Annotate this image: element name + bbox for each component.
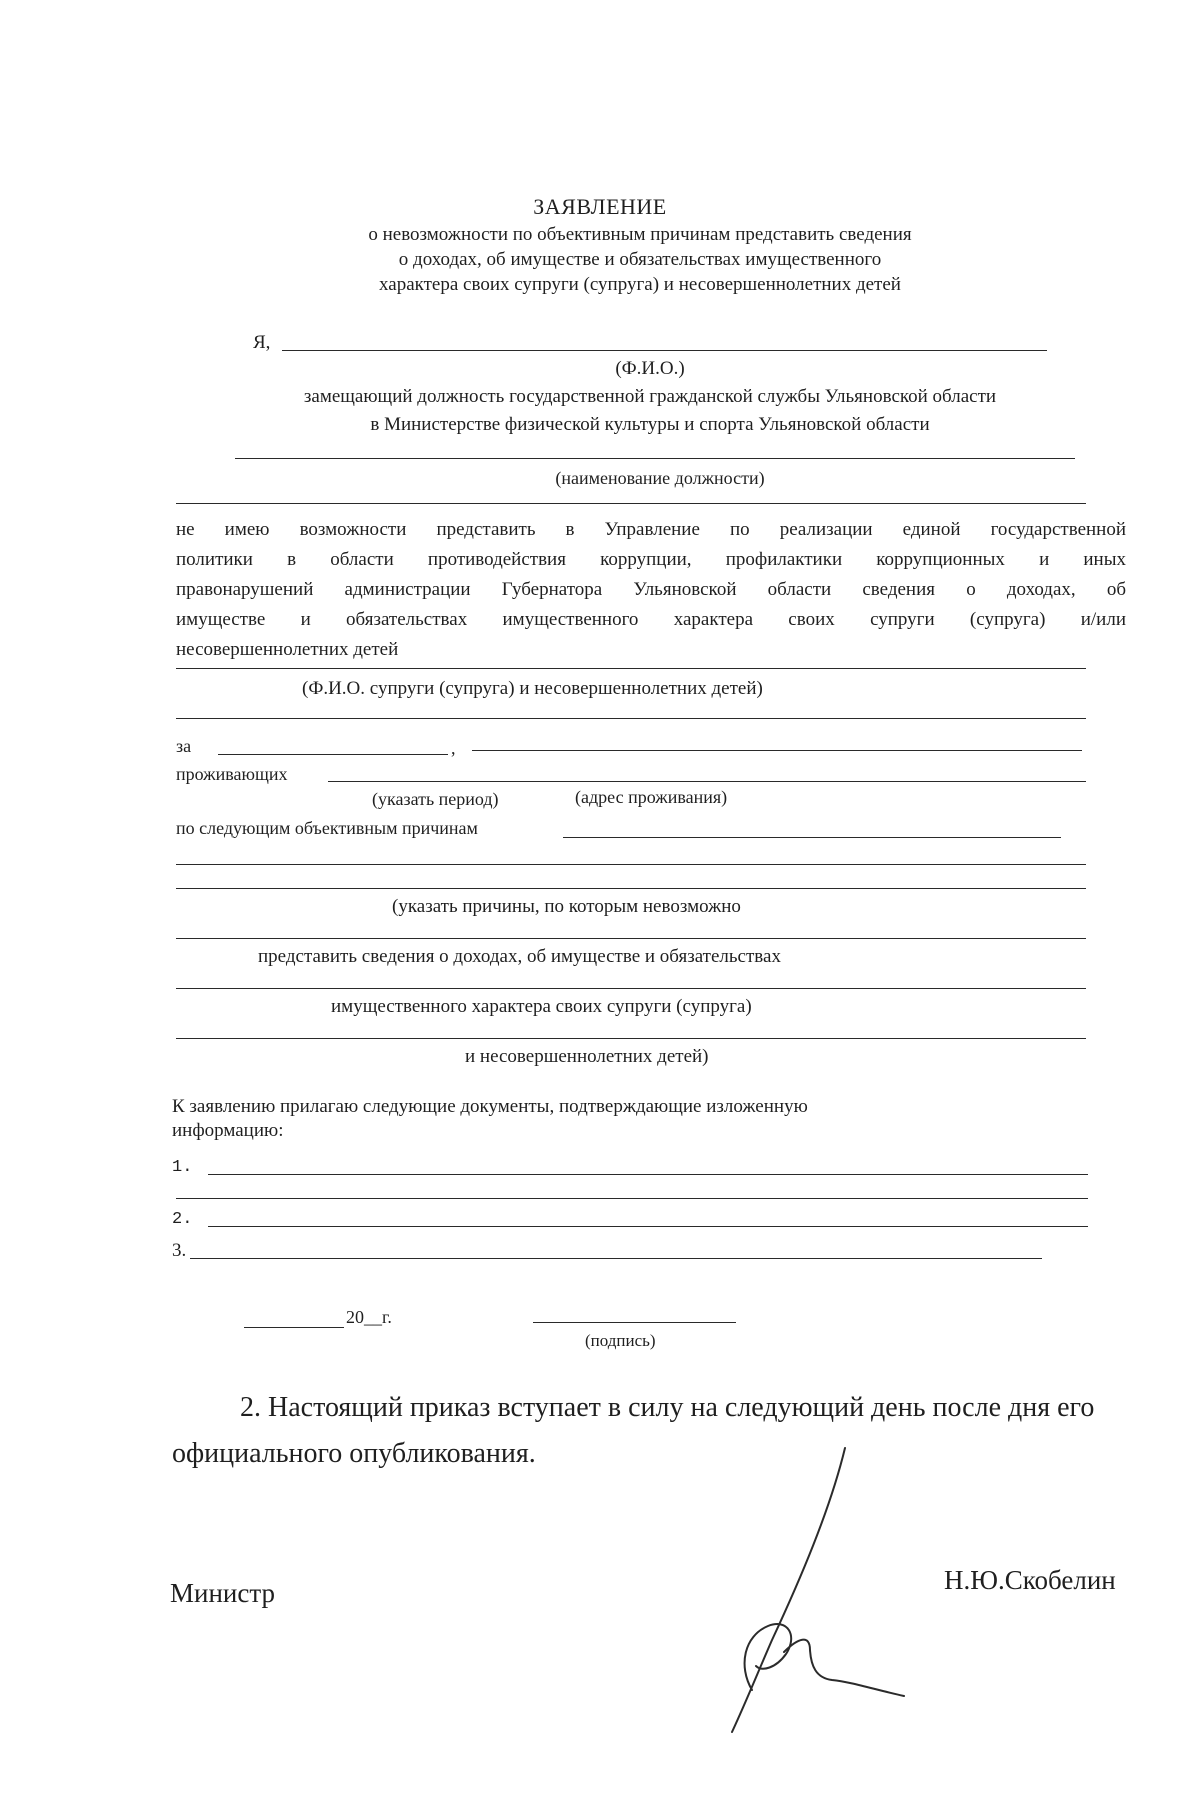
spouse-input-line[interactable] [176, 668, 1086, 669]
body-line-3: правонарушений администрации Губернатора Ульяновской области сведения о доходах, об [176, 579, 1126, 600]
body-line-5: несовершеннолетних детей [176, 639, 399, 660]
position-line-2: в Министерстве физической культуры и спорта Ульяновской области [370, 414, 930, 435]
attach-input-1b[interactable] [176, 1198, 1088, 1199]
statement-body [176, 515, 1126, 665]
date-text: 20__г. [346, 1307, 392, 1327]
signer-name: Н.Ю.Скобелин [944, 1565, 1116, 1595]
order-clause [172, 1385, 1132, 1477]
signature-line[interactable] [533, 1322, 736, 1323]
position-input-line[interactable] [235, 458, 1075, 459]
i-label: Я, [253, 332, 271, 353]
attach-input-2[interactable] [208, 1226, 1088, 1227]
fio-caption: (Ф.И.О.) [615, 358, 685, 379]
position-extra-line[interactable] [176, 503, 1086, 504]
subtitle-line-1: о невозможности по объективным причинам представить сведения [368, 224, 912, 245]
reasons-caption-2: представить сведения о доходах, об имуществе и обязательствах [258, 946, 781, 967]
attach-number-2: 2. [172, 1210, 193, 1229]
reasons-line-5[interactable] [176, 988, 1086, 989]
period-caption: (указать период) [372, 789, 499, 809]
attach-line-2: информацию: [172, 1119, 284, 1141]
reasons-caption-3: имущественного характера своих супруги (супруга) [331, 996, 752, 1017]
signature-caption: (подпись) [585, 1331, 656, 1350]
body-line-1: не имею возможности представить в Управление по реализации единой государственной [176, 519, 1126, 540]
address-input-line[interactable] [472, 750, 1082, 751]
order-clause-line-2: официального опубликования. [172, 1438, 536, 1469]
living-label: проживающих [176, 764, 288, 784]
minister-role: Министр [170, 1578, 275, 1608]
reasons-line-3[interactable] [176, 888, 1086, 889]
body-line-4: имуществе и обязательствах имущественного характера своих супруги (супруга) и/или [176, 609, 1126, 630]
reasons-input-line[interactable] [563, 837, 1061, 838]
reasons-line-4[interactable] [176, 938, 1086, 939]
attach-number-1: 1. [172, 1158, 193, 1177]
date-day-line[interactable] [244, 1327, 344, 1328]
position-text [210, 383, 1090, 439]
reasons-caption-1: (указать причины, по которым невозможно [392, 896, 741, 917]
position-caption: (наименование должности) [555, 468, 765, 488]
body-line-2: политики в области противодействия коррупции, профилактики коррупционных и иных [176, 549, 1126, 570]
attach-line-1: К заявлению прилагаю следующие документы, подтверждающие изложенную [172, 1096, 808, 1117]
spouse-extra-line[interactable] [176, 718, 1086, 719]
attach-input-3[interactable] [190, 1258, 1042, 1259]
handwritten-signature [680, 1440, 930, 1750]
subtitle-line-2: о доходах, об имуществе и обязательствах имущественного [398, 249, 882, 270]
subtitle-line-3: характера своих супруги (супруга) и несовершеннолетних детей [379, 274, 901, 295]
za-label: за [176, 736, 192, 756]
attach-number-3: 3. [172, 1240, 187, 1261]
reasons-line-6[interactable] [176, 1038, 1086, 1039]
statement-subtitle [280, 222, 1000, 297]
position-line-1: замещающий должность государственной гражданской службы Ульяновской области [303, 386, 997, 407]
reasons-label: по следующим объективным причинам [176, 818, 478, 838]
attach-input-1[interactable] [208, 1174, 1088, 1175]
order-clause-line-1: 2. Настоящий приказ вступает в силу на следующий день после дня его [240, 1392, 1095, 1423]
attach-text [172, 1095, 992, 1143]
period-input-line[interactable] [218, 754, 448, 755]
fio-input-line[interactable] [282, 350, 1047, 351]
reasons-line-2[interactable] [176, 864, 1086, 865]
address-caption: (адрес проживания) [575, 787, 728, 807]
living-input-line[interactable] [328, 781, 1086, 782]
statement-title: ЗАЯВЛЕНИЕ [533, 194, 667, 219]
spouse-caption: (Ф.И.О. супруги (супруга) и несовершеннолетних детей) [302, 678, 763, 699]
comma: , [451, 738, 456, 758]
reasons-caption-4: и несовершеннолетних детей) [465, 1046, 709, 1067]
